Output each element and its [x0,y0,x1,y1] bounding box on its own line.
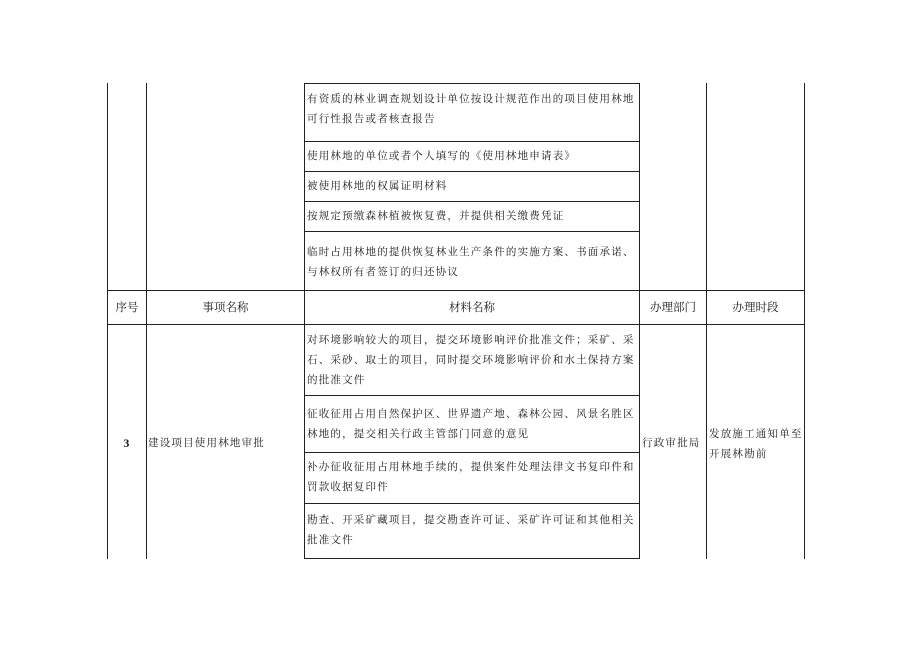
col-line-item [304,83,305,559]
row3-index: 3 [123,436,131,450]
row-line-top-3 [304,171,640,172]
col-line-materials [639,83,640,559]
row3-line-3 [304,503,640,504]
header-line-top [107,290,805,291]
row-line-top-2 [304,141,640,142]
row3-department: 行政审批局 [642,437,701,449]
header-index: 序号 [115,300,139,314]
header-department: 办理部门 [650,300,696,314]
row3-material-1: 对环境影响较大的项目，提交环境影响评价批准文件；采矿、采石、采砂、取土的项目，同时提交环境影响评价和水土保持方案的批准文件 [307,334,635,386]
table-line-bottom [304,558,640,559]
top-material-3: 被使用林地的权属证明材料 [307,180,448,192]
header-item-name: 事项名称 [202,300,249,314]
row3-line-2 [304,452,640,453]
header-line-bottom [107,324,805,325]
row3-material-2: 征收征用占用自然保护区、世界遗产地、森林公园、风景名胜区林地的，提交相关行政主管部门同意的意见 [307,408,635,440]
top-material-2: 使用林地的单位或者个人填写的《使用林地申请表》 [307,150,577,162]
top-material-1: 有资质的林业调查规划设计单位按设计规范作出的项目使用林地可行性报告或者核查报告 [307,93,635,125]
col-line-right [804,83,805,559]
row3-material-4: 勘查、开采矿藏项目，提交勘查许可证、采矿许可证和其他相关批准文件 [307,514,635,546]
row3-material-3: 补办征收征用占用林地手续的，提供案件处理法律文书复印件和罚款收据复印件 [307,461,635,493]
col-line-dept [706,83,707,559]
row-line-top-1 [304,83,640,84]
row-line-top-5 [304,231,640,232]
row3-line-1 [304,395,640,396]
top-material-4: 按规定预缴森林植被恢复费，并提供相关缴费凭证 [307,210,565,222]
header-period: 办理时段 [732,300,779,314]
col-line-left [107,83,108,559]
row-line-top-4 [304,201,640,202]
header-materials: 材料名称 [449,300,495,314]
row3-period: 发放施工通知单至开展林勘前 [709,428,803,460]
col-line-index [146,83,147,559]
row3-item-name: 建设项目使用林地审批 [148,437,265,449]
top-material-5: 临时占用林地的提供恢复林业生产条件的实施方案、书面承诺、与林权所有者签订的归还协议 [307,246,635,278]
